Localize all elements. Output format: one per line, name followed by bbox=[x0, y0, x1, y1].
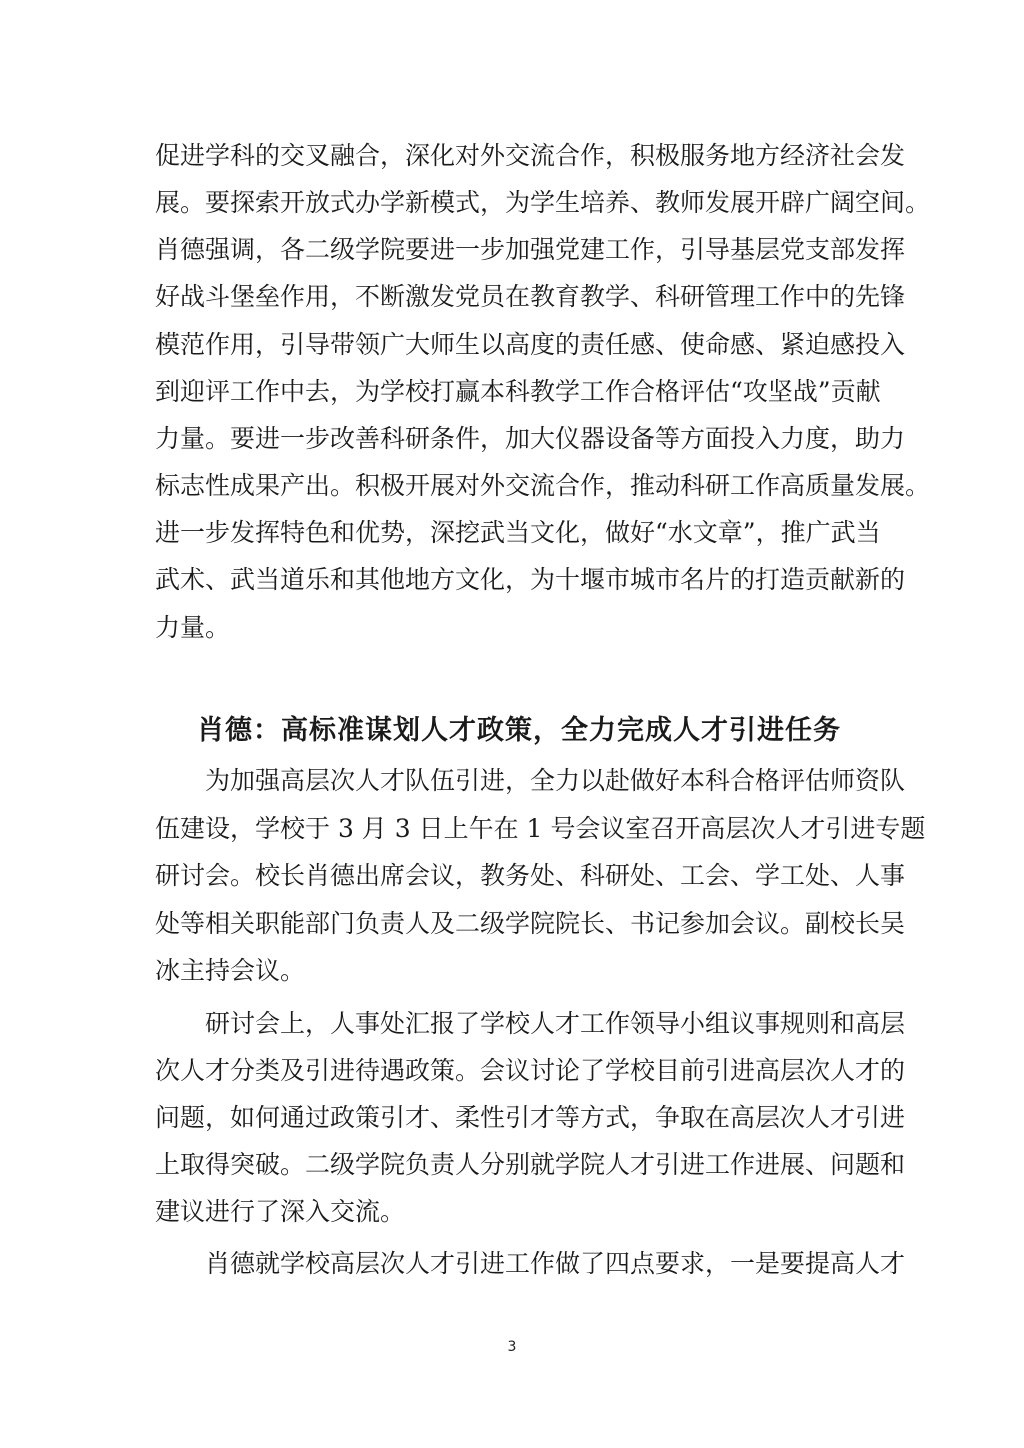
paragraph-line: 建议进行了深入交流。 bbox=[155, 1197, 406, 1226]
paragraph-line: 力量。 bbox=[155, 613, 231, 642]
paragraph-line: 到迎评工作中去，为学校打赢本科教学工作合格评估“攻坚战”贡献 bbox=[155, 377, 881, 406]
paragraph-line: 模范作用，引导带领广大师生以高度的责任感、使命感、紧迫感投入 bbox=[155, 330, 906, 359]
paragraph-line: 武术、武当道乐和其他地方文化，为十堰市城市名片的打造贡献新的 bbox=[155, 565, 906, 594]
paragraph-line: 次人才分类及引进待遇政策。会议讨论了学校目前引进高层次人才的 bbox=[155, 1056, 906, 1085]
paragraph-line: 处等相关职能部门负责人及二级学院院长、书记参加会议。副校长吴 bbox=[155, 909, 906, 938]
page-number: 3 bbox=[507, 1339, 517, 1355]
paragraph-line: 标志性成果产出。积极开展对外交流合作，推动科研工作高质量发展。 bbox=[155, 471, 931, 500]
paragraph-line: 研讨会上，人事处汇报了学校人才工作领导小组议事规则和高层 bbox=[205, 1009, 906, 1038]
paragraph-line: 力量。要进一步改善科研条件，加大仪器设备等方面投入力度，助力 bbox=[155, 424, 906, 453]
paragraph-line: 冰主持会议。 bbox=[155, 956, 306, 985]
paragraph-line: 肖德强调，各二级学院要进一步加强党建工作，引导基层党支部发挥 bbox=[155, 235, 906, 264]
paragraph-line: 促进学科的交叉融合，深化对外交流合作，积极服务地方经济社会发 bbox=[155, 141, 906, 170]
paragraph-line: 为加强高层次人才队伍引进，全力以赴做好本科合格评估师资队 bbox=[205, 766, 906, 795]
paragraph-line: 问题，如何通过政策引才、柔性引才等方式，争取在高层次人才引进 bbox=[155, 1103, 906, 1132]
paragraph-line: 肖德就学校高层次人才引进工作做了四点要求，一是要提高人才 bbox=[205, 1249, 906, 1278]
paragraph-line: 研讨会。校长肖德出席会议，教务处、科研处、工会、学工处、人事 bbox=[155, 861, 906, 890]
paragraph-line: 好战斗堡垒作用，不断激发党员在教育教学、科研管理工作中的先锋 bbox=[155, 282, 906, 311]
paragraph-line: 进一步发挥特色和优势，深挖武当文化，做好“水文章”，推广武当 bbox=[155, 518, 881, 547]
paragraph-line: 上取得突破。二级学院负责人分别就学院人才引进工作进展、问题和 bbox=[155, 1150, 906, 1179]
paragraph-line: 伍建设，学校于 3 月 3 日上午在 1 号会议室召开高层次人才引进专题 bbox=[155, 814, 926, 843]
paragraph-line: 展。要探索开放式办学新模式，为学生培养、教师发展开辟广阔空间。 bbox=[155, 188, 931, 217]
section-heading: 肖德：高标准谋划人才政策，全力完成人才引进任务 bbox=[197, 715, 841, 746]
